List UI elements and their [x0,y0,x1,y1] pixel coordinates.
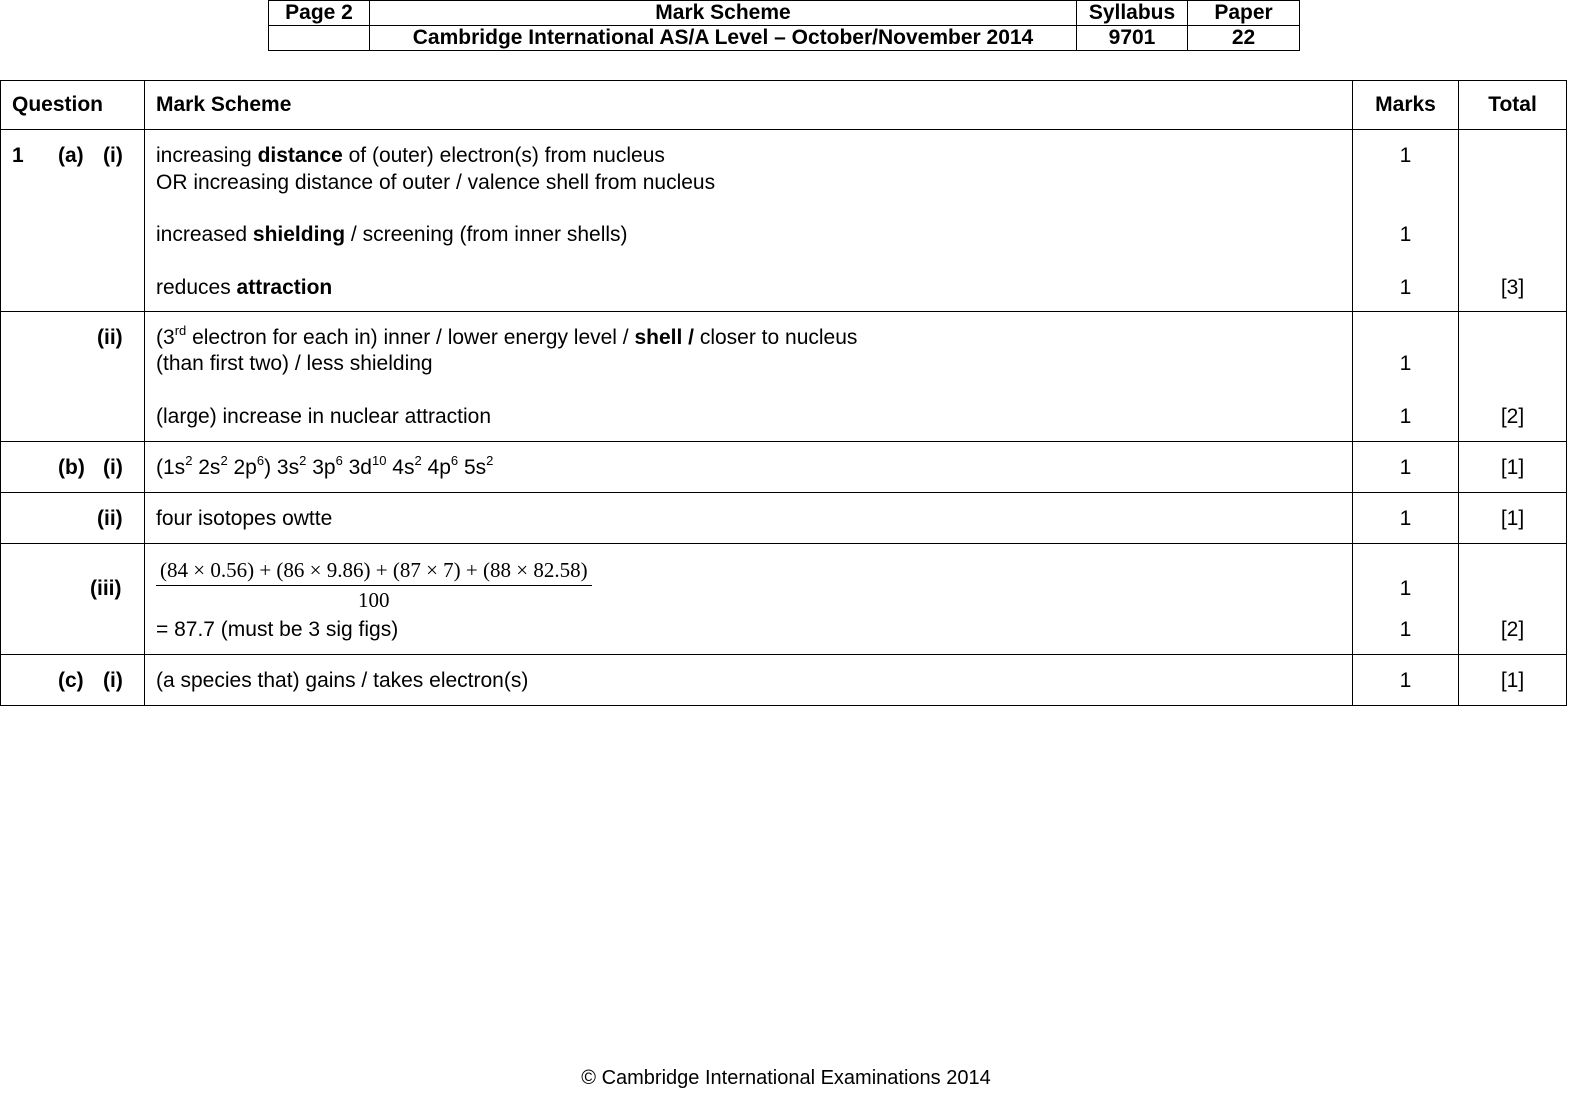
superscript: 10 [372,453,387,468]
scheme-line: (large) increase in nuclear attraction [156,405,491,428]
total: [2] [1500,405,1525,428]
question-subpart: (i) [103,144,123,167]
total: [1] [1500,456,1525,479]
superscript: 2 [220,453,228,468]
question-subpart: (ii) [97,507,123,530]
table-row [1,130,1567,312]
superscript: 2 [414,453,422,468]
marks-cell [1353,544,1459,655]
text: of (outer) electron(s) from nucleus [342,144,665,167]
total-cell [1459,442,1567,493]
col-scheme: Mark Scheme [145,81,1353,130]
text: increased [156,223,253,246]
text: 2p [227,456,257,479]
scheme-line: (than first two) / less shielding [156,352,433,375]
total: [1] [1500,669,1525,692]
text: reduces [156,276,237,299]
question-part: (c) [58,669,84,692]
total-cell [1459,312,1567,442]
superscript: 2 [486,453,494,468]
table-row [1,655,1567,706]
mark: 1 [1399,618,1412,641]
denominator: 100 [358,588,390,612]
question-cell [1,442,145,493]
col-question: Question [1,81,145,130]
keyword: attraction [236,276,333,299]
numerator: (84 × 0.56) + (86 × 9.86) + (87 × 7) + (88 × 82.58) [156,558,592,586]
copyright-footer: © Cambridge International Examinations 2014 [581,1067,991,1089]
scheme-line: (a species that) gains / takes electron(s) [156,669,529,692]
paper-code: 22 [1188,26,1300,51]
mark: 1 [1399,223,1412,246]
question-cell [1,130,145,312]
text: 2s [192,456,221,479]
scheme-line [156,276,332,300]
text: ) 3s [264,456,300,479]
superscript: 2 [185,453,193,468]
question-part: (b) [58,456,85,479]
marks-cell [1353,493,1459,544]
question-subpart: (iii) [90,577,122,600]
table-row [1,442,1567,493]
total: [3] [1500,276,1525,299]
scheme-line [156,323,858,350]
page-number: Page 2 [269,1,370,26]
question-subpart: (i) [103,669,123,692]
scheme-line: OR increasing distance of outer / valence shell from nucleus [156,171,716,194]
text: increasing [156,144,258,167]
question-subpart: (ii) [97,326,123,349]
superscript: 6 [256,453,265,468]
total-cell [1459,130,1567,312]
mark: 1 [1399,405,1412,428]
mark: 1 [1399,669,1412,692]
question-subpart: (i) [103,456,123,479]
question-cell [1,493,145,544]
scheme-line [156,223,628,247]
mark: 1 [1399,352,1412,375]
scheme-cell [145,312,1353,442]
text: 4s [386,456,415,479]
text: 3d [342,456,372,479]
text: 3p [306,456,336,479]
text: 5s [458,456,487,479]
question-cell [1,544,145,655]
electron-configuration [156,453,494,480]
scheme-cell [145,442,1353,493]
syllabus-label: Syllabus [1077,1,1188,26]
superscript: rd [174,323,187,338]
scheme-line [156,144,665,168]
mark: 1 [1399,577,1412,600]
total: [1] [1500,507,1525,530]
header-empty-cell [269,26,370,51]
question-cell [1,312,145,442]
header-subtitle: Cambridge International AS/A Level – October/November 2014 [370,26,1077,51]
keyword: shielding [252,223,346,246]
text: 4p [421,456,451,479]
scheme-cell [145,493,1353,544]
keyword: distance [257,144,343,167]
marks-cell [1353,442,1459,493]
total: [2] [1500,618,1525,641]
col-total: Total [1459,81,1567,130]
syllabus-code: 9701 [1077,26,1188,51]
text: electron for each in) inner / lower energy level / [186,326,635,349]
table-row [1,493,1567,544]
mark-scheme-table [0,80,1567,706]
header-table [268,0,1300,51]
scheme-cell [145,544,1353,655]
fraction [156,558,592,613]
marks-cell [1353,312,1459,442]
question-part: (a) [58,144,84,167]
table-row [1,544,1567,655]
table-header-row [1,81,1567,130]
scheme-cell [145,130,1353,312]
keyword: shell / [634,326,694,349]
scheme-cell [145,655,1353,706]
text: (1s [156,456,186,479]
total-cell [1459,544,1567,655]
col-marks: Marks [1353,81,1459,130]
total-cell [1459,655,1567,706]
paper-label: Paper [1188,1,1300,26]
text: closer to nucleus [694,326,858,349]
mark: 1 [1399,456,1412,479]
header-title: Mark Scheme [370,1,1077,26]
scheme-line: = 87.7 (must be 3 sig figs) [156,618,399,641]
mark: 1 [1399,144,1412,167]
text: (3 [156,326,175,349]
marks-cell [1353,655,1459,706]
question-number: 1 [12,144,24,167]
question-cell [1,655,145,706]
superscript: 2 [299,453,307,468]
scheme-line: four isotopes owtte [156,507,333,530]
table-row [1,312,1567,442]
mark: 1 [1399,507,1412,530]
marks-cell [1353,130,1459,312]
superscript: 6 [335,453,343,468]
mark: 1 [1399,276,1412,299]
total-cell [1459,493,1567,544]
text: / screening (from inner shells) [345,223,628,246]
superscript: 6 [450,453,459,468]
